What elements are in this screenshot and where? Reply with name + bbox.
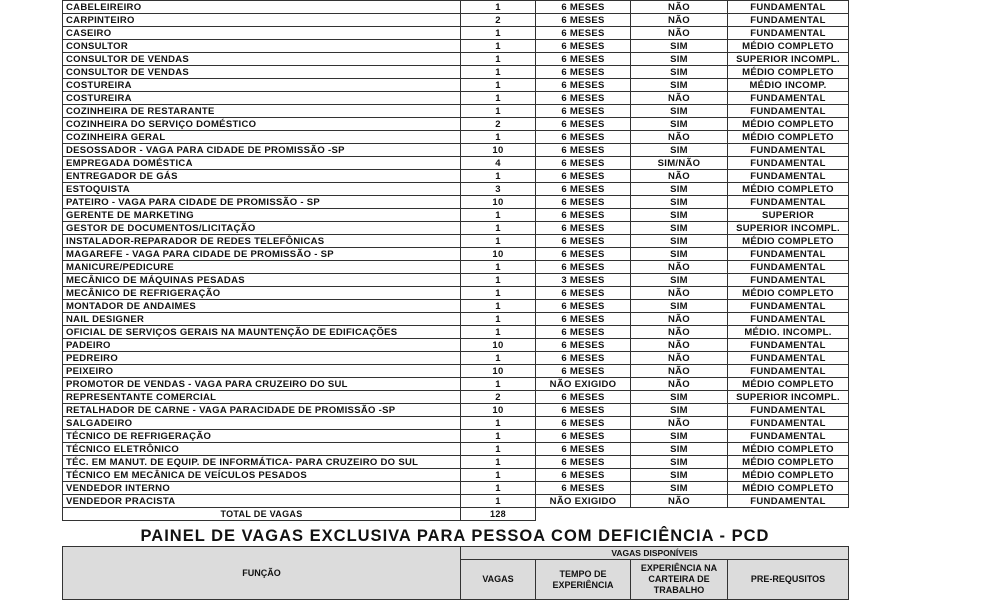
cell-funcao: PEIXEIRO xyxy=(63,365,461,378)
cell-exp: SIM xyxy=(631,235,728,248)
cell-funcao: MANICURE/PEDICURE xyxy=(63,261,461,274)
cell-funcao: CARPINTEIRO xyxy=(63,14,461,27)
cell-req: FUNDAMENTAL xyxy=(728,14,849,27)
cell-funcao: EMPREGADA DOMÉSTICA xyxy=(63,157,461,170)
cell-exp: SIM xyxy=(631,209,728,222)
table-row xyxy=(63,391,849,404)
table-row xyxy=(63,144,849,157)
cell-vagas: 1 xyxy=(461,53,536,66)
cell-exp: NÃO xyxy=(631,417,728,430)
table-row xyxy=(63,131,849,144)
cell-tempo: NÃO EXIGIDO xyxy=(536,378,631,391)
cell-vagas: 1 xyxy=(461,287,536,300)
cell-exp: NÃO xyxy=(631,287,728,300)
table-row xyxy=(63,118,849,131)
cell-req: MÉDIO COMPLETO xyxy=(728,456,849,469)
cell-vagas: 10 xyxy=(461,404,536,417)
table-row xyxy=(63,378,849,391)
cell-funcao: COZINHEIRA DO SERVIÇO DOMÉSTICO xyxy=(63,118,461,131)
cell-funcao: GESTOR DE DOCUMENTOS/LICITAÇÃO xyxy=(63,222,461,235)
cell-vagas: 1 xyxy=(461,352,536,365)
table-row xyxy=(63,365,849,378)
cell-tempo: 6 MESES xyxy=(536,482,631,495)
cell-funcao: PROMOTOR DE VENDAS - VAGA PARA CRUZEIRO DO SUL xyxy=(63,378,461,391)
cell-funcao: MONTADOR DE ANDAIMES xyxy=(63,300,461,313)
cell-funcao: PATEIRO - VAGA PARA CIDADE DE PROMISSÃO - SP xyxy=(63,196,461,209)
cell-exp: SIM xyxy=(631,118,728,131)
total-label: TOTAL DE VAGAS xyxy=(63,508,461,521)
cell-exp: NÃO xyxy=(631,131,728,144)
cell-req: FUNDAMENTAL xyxy=(728,495,849,508)
cell-tempo: 6 MESES xyxy=(536,157,631,170)
cell-tempo: 6 MESES xyxy=(536,131,631,144)
table-row xyxy=(63,183,849,196)
cell-tempo: 6 MESES xyxy=(536,261,631,274)
cell-exp: SIM xyxy=(631,40,728,53)
cell-req: MÉDIO INCOMP. xyxy=(728,79,849,92)
table-row xyxy=(63,430,849,443)
cell-tempo: 6 MESES xyxy=(536,339,631,352)
table-row xyxy=(63,53,849,66)
cell-vagas: 1 xyxy=(461,1,536,14)
cell-exp: SIM xyxy=(631,404,728,417)
cell-funcao: VENDEDOR INTERNO xyxy=(63,482,461,495)
cell-req: FUNDAMENTAL xyxy=(728,196,849,209)
cell-vagas: 1 xyxy=(461,300,536,313)
cell-req: FUNDAMENTAL xyxy=(728,274,849,287)
cell-req: FUNDAMENTAL xyxy=(728,339,849,352)
cell-vagas: 10 xyxy=(461,339,536,352)
cell-funcao: TÉC. EM MANUT. DE EQUIP. DE INFORMÁTICA- PARA CRUZEIRO DO SUL xyxy=(63,456,461,469)
cell-exp: NÃO xyxy=(631,14,728,27)
cell-req: MÉDIO COMPLETO xyxy=(728,287,849,300)
cell-funcao: ESTOQUISTA xyxy=(63,183,461,196)
cell-exp: NÃO xyxy=(631,261,728,274)
cell-tempo: 6 MESES xyxy=(536,66,631,79)
cell-tempo: 6 MESES xyxy=(536,14,631,27)
cell-exp: NÃO xyxy=(631,92,728,105)
table-row xyxy=(63,66,849,79)
cell-req: MÉDIO COMPLETO xyxy=(728,66,849,79)
cell-req: FUNDAMENTAL xyxy=(728,261,849,274)
cell-funcao: GERENTE DE MARKETING xyxy=(63,209,461,222)
cell-tempo: 6 MESES xyxy=(536,209,631,222)
cell-funcao: TÉCNICO DE REFRIGERAÇÃO xyxy=(63,430,461,443)
cell-req: MÉDIO COMPLETO xyxy=(728,482,849,495)
pcd-table xyxy=(62,546,849,600)
cell-tempo: 6 MESES xyxy=(536,456,631,469)
pcd-header-funcao: FUNÇÃO xyxy=(242,567,281,578)
cell-vagas: 10 xyxy=(461,248,536,261)
cell-vagas: 2 xyxy=(461,118,536,131)
cell-funcao: COSTUREIRA xyxy=(63,79,461,92)
cell-tempo: 6 MESES xyxy=(536,326,631,339)
cell-exp: SIM xyxy=(631,430,728,443)
pcd-panel-title: PAINEL DE VAGAS EXCLUSIVA PARA PESSOA COM DEFICIÊNCIA - PCD xyxy=(140,527,770,545)
cell-funcao: MECÂNICO DE REFRIGERAÇÃO xyxy=(63,287,461,300)
cell-req: FUNDAMENTAL xyxy=(728,144,849,157)
cell-tempo: 6 MESES xyxy=(536,287,631,300)
cell-exp: SIM xyxy=(631,248,728,261)
table-row xyxy=(63,170,849,183)
cell-tempo: 6 MESES xyxy=(536,222,631,235)
cell-funcao: REPRESENTANTE COMERCIAL xyxy=(63,391,461,404)
cell-tempo: 6 MESES xyxy=(536,105,631,118)
total-empty xyxy=(536,508,849,521)
cell-vagas: 1 xyxy=(461,417,536,430)
pcd-header-req: PRE-REQUSITOS xyxy=(728,560,849,600)
pcd-header-tempo: TEMPO DE EXPERIÊNCIA xyxy=(536,560,631,600)
table-row xyxy=(63,27,849,40)
cell-exp: SIM xyxy=(631,183,728,196)
table-row xyxy=(63,326,849,339)
cell-funcao: OFICIAL DE SERVIÇOS GERAIS NA MAUNTENÇÃO DE EDIFICAÇÕES xyxy=(63,326,461,339)
cell-req: FUNDAMENTAL xyxy=(728,92,849,105)
cell-funcao: MAGAREFE - VAGA PARA CIDADE DE PROMISSÃO - SP xyxy=(63,248,461,261)
table-row xyxy=(63,248,849,261)
table-row xyxy=(63,92,849,105)
table-row xyxy=(63,287,849,300)
cell-tempo: 6 MESES xyxy=(536,443,631,456)
cell-funcao: INSTALADOR-REPARADOR DE REDES TELEFÔNICAS xyxy=(63,235,461,248)
cell-funcao: SALGADEIRO xyxy=(63,417,461,430)
cell-funcao: RETALHADOR DE CARNE - VAGA PARACIDADE DE PROMISSÃO -SP xyxy=(63,404,461,417)
cell-tempo: 6 MESES xyxy=(536,53,631,66)
cell-funcao: COZINHEIRA GERAL xyxy=(63,131,461,144)
cell-exp: SIM xyxy=(631,66,728,79)
cell-req: FUNDAMENTAL xyxy=(728,404,849,417)
cell-vagas: 2 xyxy=(461,14,536,27)
cell-vagas: 1 xyxy=(461,79,536,92)
cell-req: MÉDIO COMPLETO xyxy=(728,118,849,131)
jobs-table-body xyxy=(63,1,849,521)
cell-req: MÉDIO COMPLETO xyxy=(728,131,849,144)
table-row xyxy=(63,222,849,235)
cell-vagas: 1 xyxy=(461,482,536,495)
cell-tempo: 6 MESES xyxy=(536,144,631,157)
cell-tempo: 6 MESES xyxy=(536,313,631,326)
cell-vagas: 3 xyxy=(461,183,536,196)
table-row xyxy=(63,40,849,53)
cell-req: FUNDAMENTAL xyxy=(728,430,849,443)
total-value: 128 xyxy=(461,508,536,521)
cell-funcao: PEDREIRO xyxy=(63,352,461,365)
cell-exp: SIM xyxy=(631,443,728,456)
cell-vagas: 1 xyxy=(461,313,536,326)
cell-tempo: 6 MESES xyxy=(536,118,631,131)
table-row xyxy=(63,105,849,118)
cell-vagas: 1 xyxy=(461,222,536,235)
cell-tempo: 6 MESES xyxy=(536,40,631,53)
cell-exp: SIM xyxy=(631,274,728,287)
pcd-header-blank xyxy=(63,547,461,600)
cell-tempo: 6 MESES xyxy=(536,92,631,105)
cell-vagas: 1 xyxy=(461,443,536,456)
cell-exp: NÃO xyxy=(631,352,728,365)
cell-req: SUPERIOR xyxy=(728,209,849,222)
jobs-table xyxy=(62,0,849,521)
cell-exp: SIM xyxy=(631,79,728,92)
cell-exp: SIM xyxy=(631,482,728,495)
cell-vagas: 1 xyxy=(461,40,536,53)
cell-funcao: CASEIRO xyxy=(63,27,461,40)
cell-vagas: 10 xyxy=(461,365,536,378)
cell-req: FUNDAMENTAL xyxy=(728,417,849,430)
cell-vagas: 1 xyxy=(461,27,536,40)
table-row xyxy=(63,456,849,469)
cell-req: SUPERIOR INCOMPL. xyxy=(728,222,849,235)
cell-vagas: 1 xyxy=(461,105,536,118)
cell-exp: NÃO xyxy=(631,170,728,183)
cell-exp: SIM xyxy=(631,469,728,482)
cell-tempo: 6 MESES xyxy=(536,430,631,443)
cell-funcao: PADEIRO xyxy=(63,339,461,352)
cell-req: FUNDAMENTAL xyxy=(728,105,849,118)
table-row xyxy=(63,469,849,482)
table-row xyxy=(63,14,849,27)
cell-req: MÉDIO COMPLETO xyxy=(728,443,849,456)
cell-req: FUNDAMENTAL xyxy=(728,248,849,261)
cell-req: MÉDIO COMPLETO xyxy=(728,235,849,248)
cell-exp: SIM xyxy=(631,105,728,118)
cell-tempo: 6 MESES xyxy=(536,417,631,430)
cell-req: FUNDAMENTAL xyxy=(728,365,849,378)
cell-req: FUNDAMENTAL xyxy=(728,313,849,326)
cell-tempo: 6 MESES xyxy=(536,391,631,404)
table-row xyxy=(63,300,849,313)
cell-vagas: 2 xyxy=(461,391,536,404)
cell-vagas: 1 xyxy=(461,170,536,183)
cell-tempo: NÃO EXIGIDO xyxy=(536,495,631,508)
cell-exp: SIM xyxy=(631,300,728,313)
cell-funcao: COSTUREIRA xyxy=(63,92,461,105)
cell-tempo: 6 MESES xyxy=(536,248,631,261)
cell-req: MÉDIO COMPLETO xyxy=(728,183,849,196)
table-row xyxy=(63,339,849,352)
cell-funcao: CONSULTOR DE VENDAS xyxy=(63,66,461,79)
cell-vagas: 1 xyxy=(461,235,536,248)
cell-tempo: 6 MESES xyxy=(536,79,631,92)
cell-vagas: 1 xyxy=(461,378,536,391)
total-row xyxy=(63,508,849,521)
cell-req: FUNDAMENTAL xyxy=(728,157,849,170)
table-row xyxy=(63,209,849,222)
cell-funcao: MECÂNICO DE MÁQUINAS PESADAS xyxy=(63,274,461,287)
table-row xyxy=(63,313,849,326)
cell-vagas: 1 xyxy=(461,456,536,469)
table-row xyxy=(63,79,849,92)
table-row xyxy=(63,1,849,14)
cell-funcao: CABELEIREIRO xyxy=(63,1,461,14)
table-row xyxy=(63,157,849,170)
cell-exp: SIM xyxy=(631,456,728,469)
cell-exp: NÃO xyxy=(631,1,728,14)
table-row xyxy=(63,495,849,508)
cell-req: MÉDIO. INCOMPL. xyxy=(728,326,849,339)
cell-funcao: COZINHEIRA DE RESTARANTE xyxy=(63,105,461,118)
table-row xyxy=(63,404,849,417)
cell-exp: SIM xyxy=(631,144,728,157)
cell-funcao: TÉCNICO ELETRÔNICO xyxy=(63,443,461,456)
cell-exp: NÃO xyxy=(631,313,728,326)
cell-tempo: 6 MESES xyxy=(536,183,631,196)
cell-funcao: NAIL DESIGNER xyxy=(63,313,461,326)
cell-vagas: 1 xyxy=(461,495,536,508)
cell-tempo: 6 MESES xyxy=(536,170,631,183)
cell-vagas: 10 xyxy=(461,196,536,209)
cell-tempo: 6 MESES xyxy=(536,365,631,378)
cell-vagas: 1 xyxy=(461,209,536,222)
cell-exp: SIM xyxy=(631,53,728,66)
cell-vagas: 1 xyxy=(461,326,536,339)
cell-req: FUNDAMENTAL xyxy=(728,352,849,365)
cell-req: SUPERIOR INCOMPL. xyxy=(728,53,849,66)
table-row xyxy=(63,196,849,209)
table-row xyxy=(63,443,849,456)
cell-exp: NÃO xyxy=(631,378,728,391)
pcd-header-vagas: VAGAS xyxy=(461,560,536,600)
table-row xyxy=(63,417,849,430)
cell-exp: SIM/NÃO xyxy=(631,157,728,170)
cell-tempo: 6 MESES xyxy=(536,27,631,40)
cell-vagas: 1 xyxy=(461,274,536,287)
cell-funcao: VENDEDOR PRACISTA xyxy=(63,495,461,508)
cell-exp: SIM xyxy=(631,196,728,209)
cell-exp: SIM xyxy=(631,222,728,235)
cell-exp: NÃO xyxy=(631,326,728,339)
cell-exp: NÃO xyxy=(631,495,728,508)
cell-funcao: CONSULTOR xyxy=(63,40,461,53)
cell-funcao: TÉCNICO EM MECÂNICA DE VEÍCULOS PESADOS xyxy=(63,469,461,482)
cell-req: MÉDIO COMPLETO xyxy=(728,378,849,391)
cell-req: SUPERIOR INCOMPL. xyxy=(728,391,849,404)
cell-funcao: ENTREGADOR DE GÁS xyxy=(63,170,461,183)
cell-req: MÉDIO COMPLETO xyxy=(728,40,849,53)
cell-req: FUNDAMENTAL xyxy=(728,170,849,183)
cell-req: FUNDAMENTAL xyxy=(728,300,849,313)
cell-tempo: 6 MESES xyxy=(536,352,631,365)
cell-tempo: 3 MESES xyxy=(536,274,631,287)
cell-req: MÉDIO COMPLETO xyxy=(728,469,849,482)
cell-vagas: 1 xyxy=(461,131,536,144)
cell-funcao: DESOSSADOR - VAGA PARA CIDADE DE PROMISSÃO -SP xyxy=(63,144,461,157)
cell-vagas: 1 xyxy=(461,92,536,105)
table-row xyxy=(63,261,849,274)
pcd-header-group: VAGAS DISPONÍVEIS xyxy=(461,547,849,560)
table-row xyxy=(63,274,849,287)
cell-tempo: 6 MESES xyxy=(536,196,631,209)
table-row xyxy=(63,352,849,365)
cell-tempo: 6 MESES xyxy=(536,235,631,248)
cell-tempo: 6 MESES xyxy=(536,404,631,417)
cell-vagas: 10 xyxy=(461,144,536,157)
cell-vagas: 1 xyxy=(461,469,536,482)
cell-vagas: 1 xyxy=(461,66,536,79)
cell-vagas: 1 xyxy=(461,430,536,443)
cell-req: FUNDAMENTAL xyxy=(728,27,849,40)
cell-vagas: 1 xyxy=(461,261,536,274)
cell-tempo: 6 MESES xyxy=(536,469,631,482)
cell-funcao: CONSULTOR DE VENDAS xyxy=(63,53,461,66)
cell-exp: NÃO xyxy=(631,365,728,378)
cell-req: FUNDAMENTAL xyxy=(728,1,849,14)
cell-exp: NÃO xyxy=(631,27,728,40)
table-row xyxy=(63,482,849,495)
cell-tempo: 6 MESES xyxy=(536,1,631,14)
cell-tempo: 6 MESES xyxy=(536,300,631,313)
table-row xyxy=(63,235,849,248)
cell-exp: NÃO xyxy=(631,339,728,352)
cell-exp: SIM xyxy=(631,391,728,404)
pcd-header-exp: EXPERIÊNCIA NA CARTEIRA DE TRABALHO xyxy=(631,560,728,600)
cell-vagas: 4 xyxy=(461,157,536,170)
